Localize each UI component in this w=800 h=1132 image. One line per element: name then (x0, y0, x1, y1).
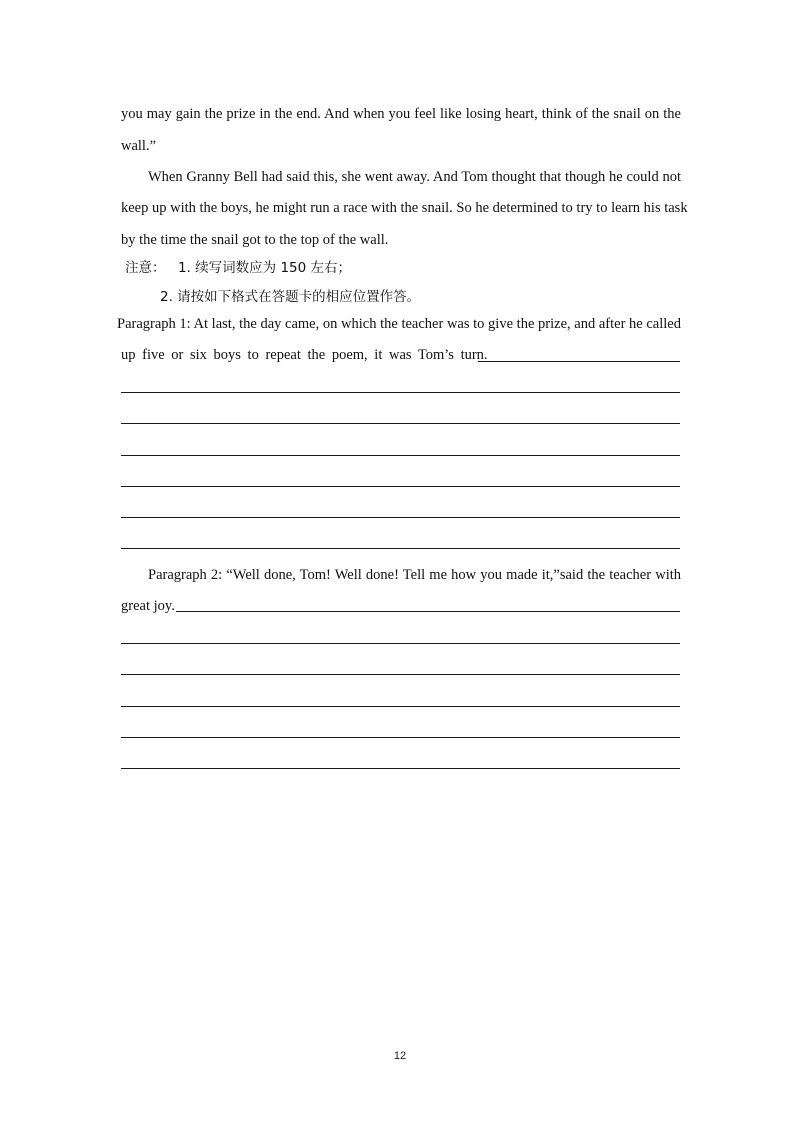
paragraph-1-answer-line-6[interactable] (121, 548, 680, 549)
paragraph-1-answer-line-3[interactable] (121, 455, 680, 456)
paragraph-1-inline-blank[interactable] (478, 361, 680, 362)
paragraph-2-answer-line-5[interactable] (121, 768, 680, 769)
page-number: 12 (393, 1050, 407, 1062)
paragraph-1-line-1: Paragraph 1: At last, the day came, on which the teacher was to give the prize, and after he called (117, 316, 681, 332)
paragraph-2-answer-line-3[interactable] (121, 706, 680, 707)
paragraph-2-answer-line-4[interactable] (121, 737, 680, 738)
story-line-1: you may gain the prize in the end. And when you feel like losing heart, think of the snail on the (121, 106, 681, 122)
notes-label: 注意： (125, 260, 166, 276)
paragraph-1-answer-line-2[interactable] (121, 423, 680, 424)
paragraph-1-answer-line-5[interactable] (121, 517, 680, 518)
paragraph-1-line-2: up five or six boys to repeat the poem, it was Tom’s turn. (121, 347, 488, 363)
story-line-3: When Granny Bell had said this, she went away. And Tom thought that though he could not (148, 169, 681, 185)
paragraph-2-line-2: great joy. (121, 598, 175, 614)
paragraph-2-line-1: Paragraph 2: “Well done, Tom! Well done! Tell me how you made it,”said the teacher with (148, 567, 681, 583)
paragraph-1-answer-line-4[interactable] (121, 486, 680, 487)
story-line-5: by the time the snail got to the top of the wall. (121, 232, 389, 248)
paragraph-2-inline-blank[interactable] (176, 611, 680, 612)
notes-item-1: 1. 续写词数应为 150 左右； (178, 260, 352, 276)
story-line-4: keep up with the boys, he might run a race with the snail. So he determined to try to learn his task (121, 200, 688, 216)
story-line-2: wall.” (121, 138, 157, 154)
paragraph-1-answer-line-1[interactable] (121, 392, 680, 393)
paragraph-2-answer-line-2[interactable] (121, 674, 680, 675)
notes-item-2: 2. 请按如下格式在答题卡的相应位置作答。 (160, 289, 421, 305)
paragraph-2-answer-line-1[interactable] (121, 643, 680, 644)
